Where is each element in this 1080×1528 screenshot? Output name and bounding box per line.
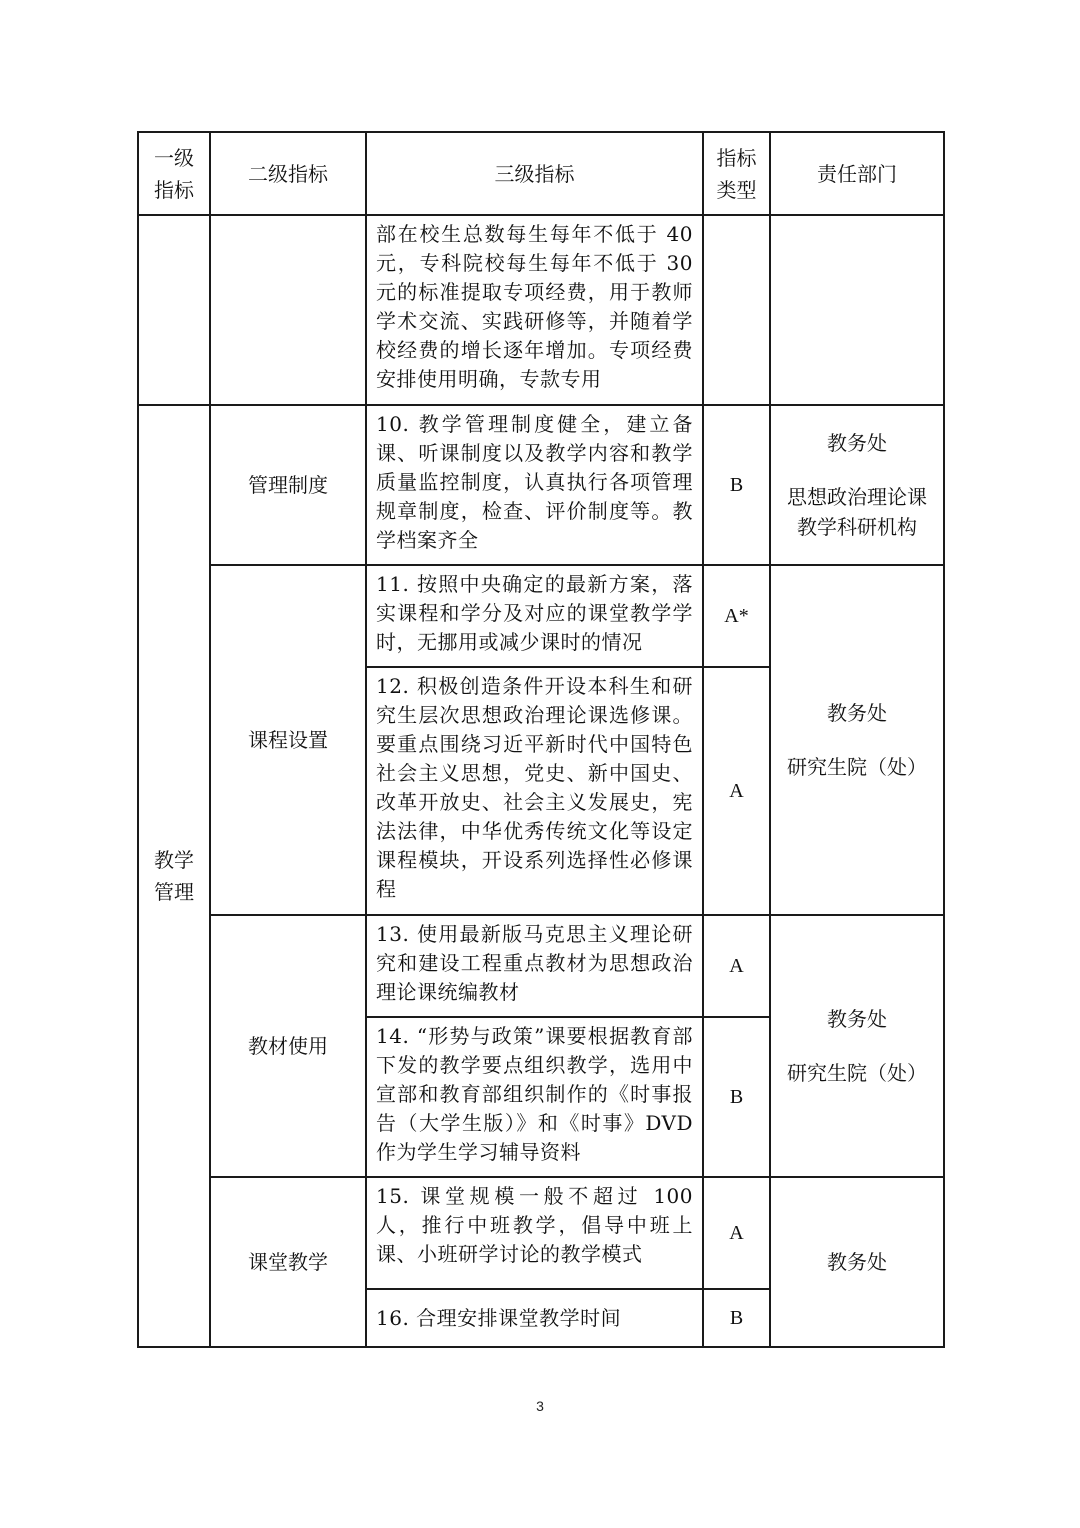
dept-line: 教务处 [827, 431, 887, 455]
header-type-line2: 类型 [716, 177, 757, 202]
level3-cell: 部在校生总数每生每年不低于 40 元，专科院校每生每年不低于 30 元的标准提取专项经费，用于教师学术交流、实践研修等，并随着学校经费的增长逐年增加。专项经费安排使用明确，专款专用 [366, 215, 703, 405]
level3-cell: 10. 教学管理制度健全，建立备课、听课制度以及教学内容和教学质量监控制度，认真执行各项管理规章制度，检查、评价制度等。教学档案齐全 [366, 405, 703, 565]
type-cell: A [703, 915, 770, 1017]
table-header-row [138, 132, 944, 215]
type-cell-empty [703, 215, 770, 405]
level1-label-line2: 管理 [154, 880, 194, 904]
dept-block [771, 428, 943, 542]
level3-cell: 13. 使用最新版马克思主义理论研究和建设工程重点教材为思想政治理论课统编教材 [366, 915, 703, 1017]
header-level2: 二级指标 [210, 132, 366, 215]
dept-cell [770, 1177, 944, 1347]
dept-block [771, 1004, 943, 1088]
level2-cell: 管理制度 [210, 405, 366, 565]
dept-cell-empty [770, 215, 944, 405]
level3-cell: 14. “形势与政策”课要根据教育部下发的教学要点组织教学，选用中宣部和教育部组织制作的《时事报告（大学生版）》和《时事》DVD 作为学生学习辅导资料 [366, 1017, 703, 1177]
level1-cell-empty [138, 215, 210, 405]
header-level1-line1: 一级 [154, 145, 194, 170]
level3-cell: 11. 按照中央确定的最新方案，落实课程和学分及对应的课堂教学学时，无挪用或减少课时的情况 [366, 565, 703, 667]
dept-cell [770, 565, 944, 915]
header-level3: 三级指标 [366, 132, 703, 215]
dept-block [771, 698, 943, 782]
type-cell: A [703, 667, 770, 915]
dept-line: 教务处 [827, 701, 887, 725]
level3-cell: 15. 课堂规模一般不超过 100 人，推行中班教学，倡导中班上课、小班研学讨论的教学模式 [366, 1177, 703, 1289]
dept-cell [770, 915, 944, 1177]
level1-label-line1: 教学 [154, 848, 194, 872]
level2-cell: 课程设置 [210, 565, 366, 915]
dept-line: 研究生院（处） [787, 755, 927, 779]
page-number: 3 [536, 1398, 544, 1414]
table-row [138, 915, 944, 1017]
level2-cell: 教材使用 [210, 915, 366, 1177]
dept-line: 教务处 [827, 1007, 887, 1031]
header-type-line1: 指标 [716, 145, 757, 170]
dept-block [771, 1247, 943, 1277]
dept-cell [770, 405, 944, 565]
level3-cell: 12. 积极创造条件开设本科生和研究生层次思想政治理论课选修课。要重点围绕习近平新时代中国特色社会主义思想，党史、新中国史、改革开放史、社会主义发展史，宪法法律，中华优秀传统文化等设定课程模块，开设系列选择性必修课程 [366, 667, 703, 915]
level1-label [152, 844, 196, 908]
type-cell: A [703, 1177, 770, 1289]
header-level1-line2: 指标 [154, 177, 194, 202]
level3-cell: 16. 合理安排课堂教学时间 [366, 1289, 703, 1347]
type-cell: A* [703, 565, 770, 667]
dept-line: 研究生院（处） [787, 1061, 927, 1085]
level1-cell [138, 405, 210, 1347]
level2-cell: 课堂教学 [210, 1177, 366, 1347]
table-row [138, 405, 944, 565]
table-row [138, 1177, 944, 1289]
type-cell: B [703, 1017, 770, 1177]
dept-line: 思想政治理论课 [787, 485, 927, 509]
table-row [138, 215, 944, 405]
type-cell: B [703, 405, 770, 565]
type-cell: B [703, 1289, 770, 1347]
table-row [138, 565, 944, 667]
indicator-table [137, 131, 945, 1348]
dept-line: 教务处 [827, 1250, 887, 1274]
header-level1 [138, 132, 210, 215]
header-type [703, 132, 770, 215]
header-dept: 责任部门 [770, 132, 944, 215]
dept-line: 教学科研机构 [797, 515, 917, 539]
level2-cell-empty [210, 215, 366, 405]
